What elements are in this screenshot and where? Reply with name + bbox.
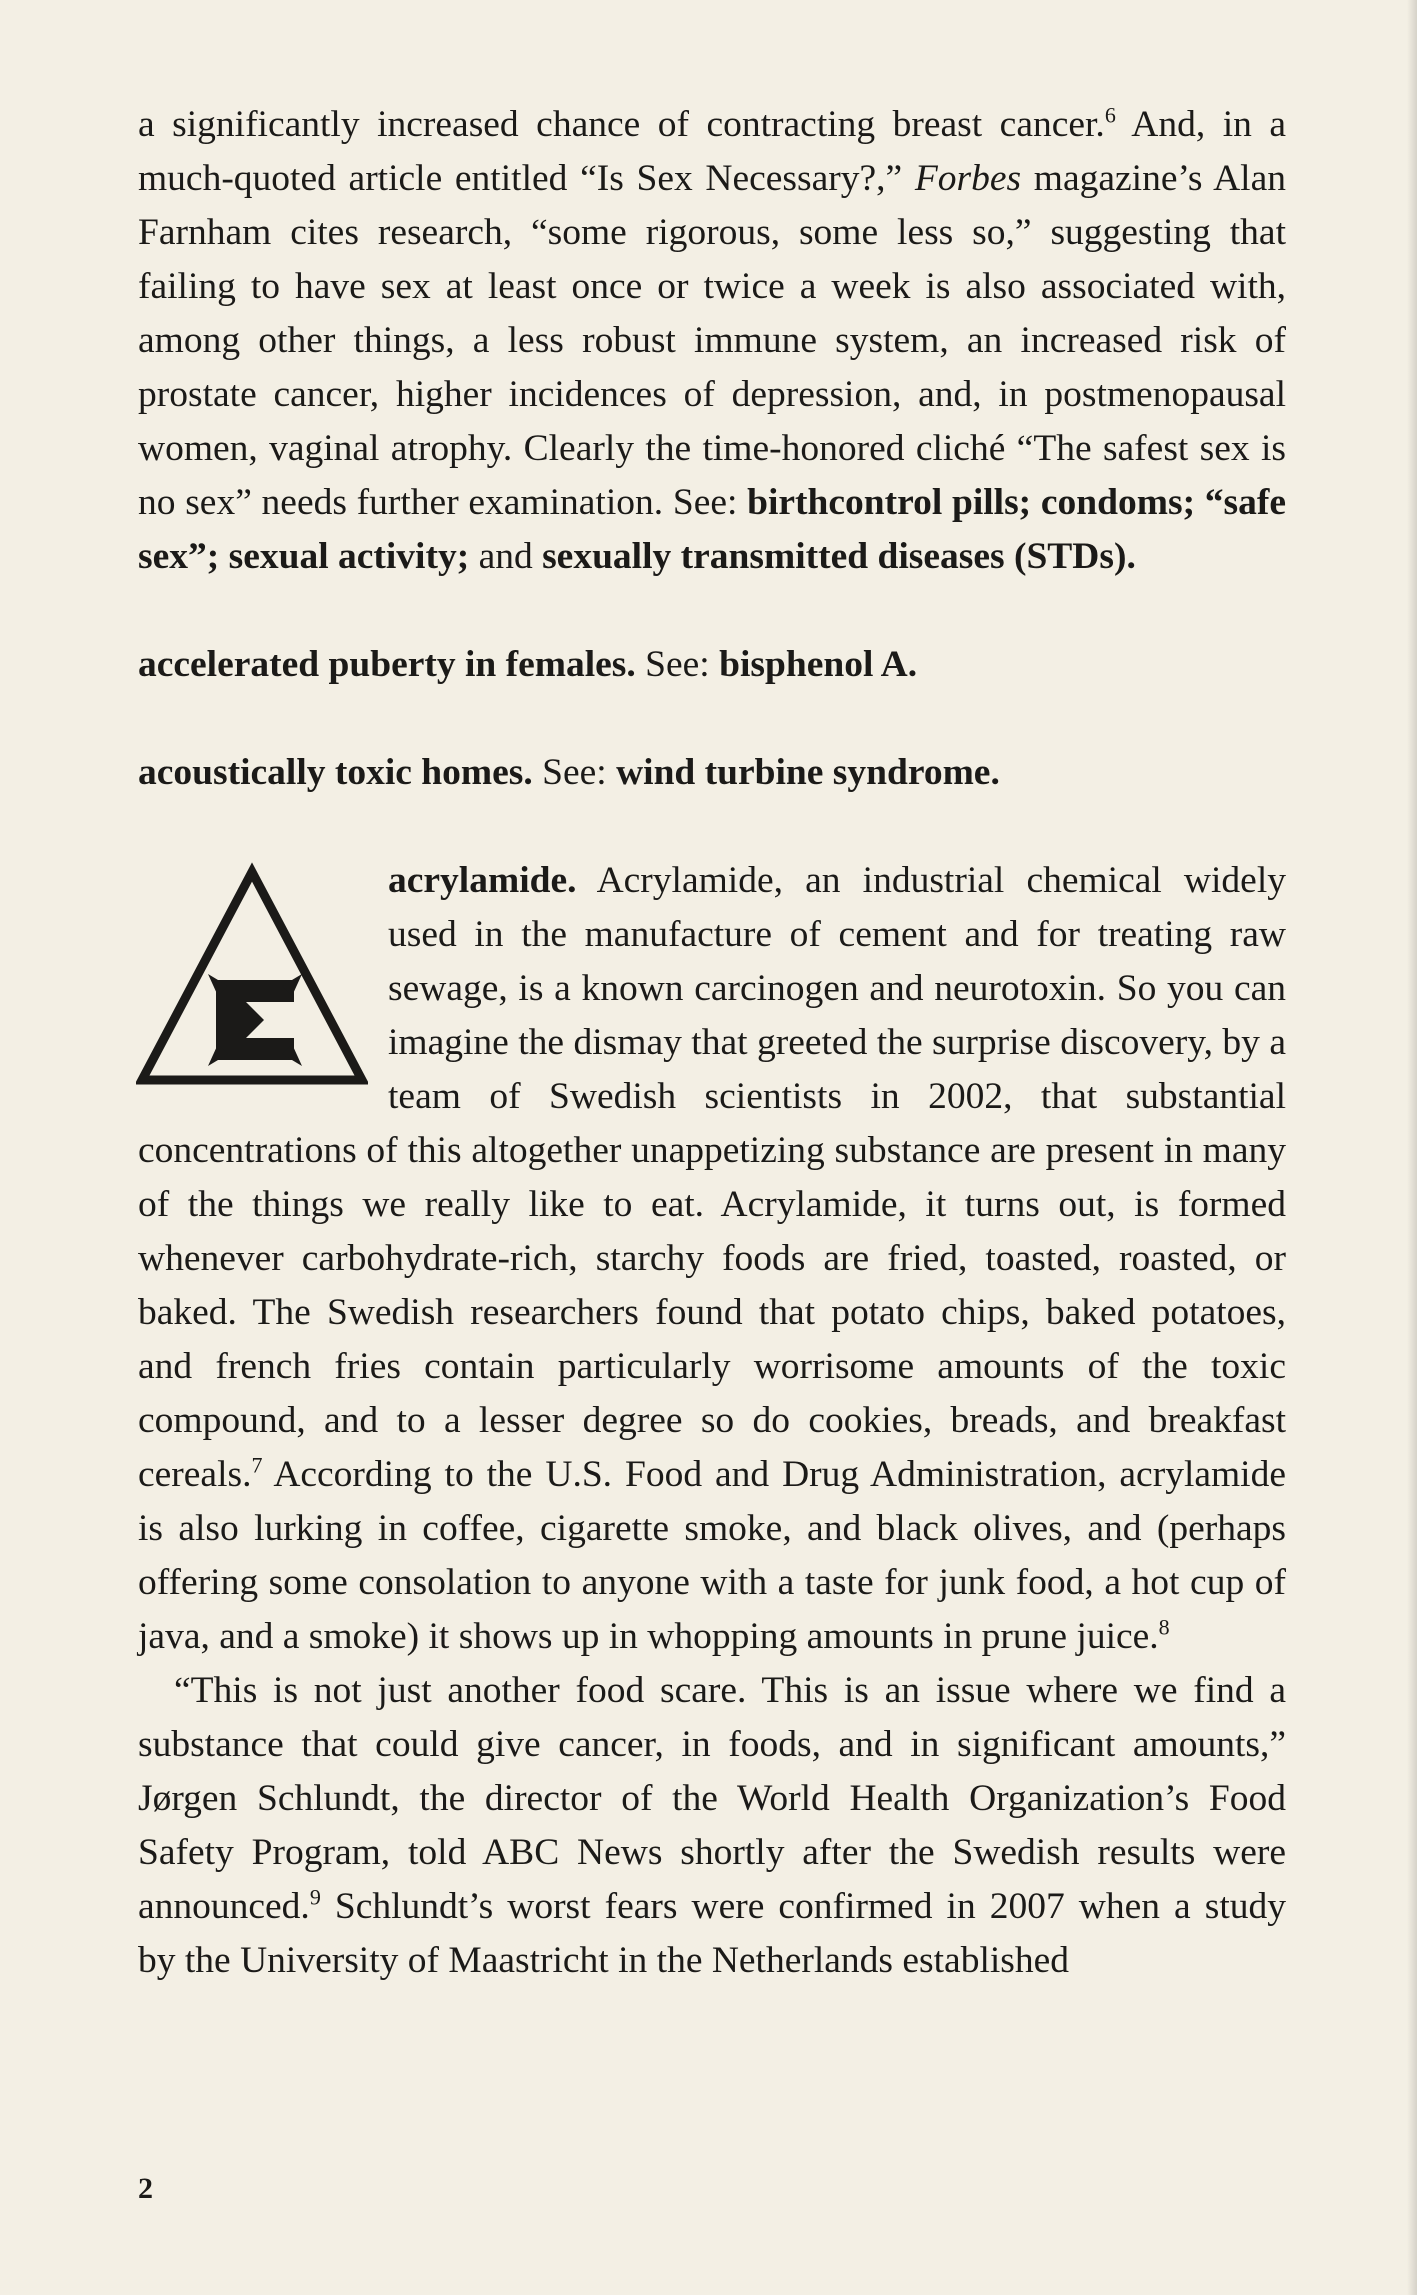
acrylamide-text-2a: “This is not just another food scare. This is an issue where we find a substance that could give cancer, in foods, and in significant amounts,” Jørgen Schlundt, the director of the World Health Organization’s Food Safety Program, told ABC News shortly after the Swedish results were announced. <box>138 1670 1286 1927</box>
see-label: See: <box>532 752 617 793</box>
entry-acrylamide <box>138 854 1286 1988</box>
intro-paragraph <box>138 98 1286 584</box>
page-number: 2 <box>138 2172 153 2205</box>
see-label: See: <box>635 644 720 685</box>
entry-term: acoustically toxic homes. <box>138 752 533 793</box>
footnote-7: 7 <box>251 1452 263 1478</box>
acrylamide-paragraph-1 <box>138 854 1286 1664</box>
intro-text-1: a significantly increased chance of contracting breast cancer. <box>138 104 1105 145</box>
forbes-title: Forbes <box>914 158 1022 199</box>
intro-text-2: And, in a much-quoted article entitled “Is Sex Necessary?,” <box>138 104 1286 199</box>
page-edge-shadow <box>1407 0 1417 2295</box>
entry-acoustically-toxic-homes <box>138 746 1286 800</box>
cross-ref-group-1: birthcontrol pills; condoms; “safe sex”; sexual activity; <box>138 482 1286 577</box>
footnote-6: 6 <box>1104 102 1116 128</box>
entry-cross-ref: bisphenol A. <box>719 644 918 685</box>
cross-ref-group-2: sexually transmitted diseases (STDs). <box>542 536 1136 577</box>
acrylamide-text-1a: Acrylamide, an industrial chemical widely used in the manufacture of cement and for treating raw sewage, is a known carcinogen and neurotoxin. So you can imagine the dismay that greeted the surprise discovery, by a team of Swedish scientists in 2002, that substantial concentrations of this altogether unappetizing substance are present in many of the things we really like to eat. Acrylamide, it turns out, is formed whenever carbohydrate-rich, starchy foods are fried, toasted, roasted, or baked. The Swedish researchers found that potato chips, baked potatoes, and french fries contain particularly worrisome amounts of the toxic compound, and to a lesser degree so do cookies, breads, and breakfast cereals. <box>138 860 1286 1495</box>
entry-term: accelerated puberty in females. <box>138 644 636 685</box>
acrylamide-text-1b: According to the U.S. Food and Drug Administration, acrylamide is also lurking in coffee, cigarette smoke, and black olives, and (perhaps offering some consolation to anyone with a taste for junk food, a hot cup of java, and a smoke) it shows up in whopping amounts in prune juice. <box>138 1454 1286 1657</box>
intro-text-4: and <box>469 536 543 577</box>
acrylamide-paragraph-2 <box>138 1664 1286 1988</box>
footnote-9: 9 <box>309 1884 321 1910</box>
footnote-8: 8 <box>1158 1614 1170 1640</box>
entry-accelerated-puberty <box>138 638 1286 692</box>
acrylamide-text-2b: Schlundt’s worst fears were confirmed in 2007 when a study by the University of Maastricht in the Netherlands established <box>138 1886 1286 1981</box>
intro-text-3: magazine’s Alan Farnham cites research, “some rigorous, some less so,” suggesting that failing to have sex at least once or twice a week is also associated with, among other things, a less robust immune system, an increased risk of prostate cancer, higher incidences of depression, and, in postmenopausal women, vaginal atrophy. Clearly the time-honored cliché “The safest sex is no sex” needs further examination. See: <box>138 158 1286 523</box>
entry-term: acrylamide. <box>388 860 577 901</box>
toxic-warning-triangle-icon <box>136 862 368 1102</box>
book-page <box>138 98 1286 1988</box>
entry-cross-ref: wind turbine syndrome. <box>616 752 1000 793</box>
